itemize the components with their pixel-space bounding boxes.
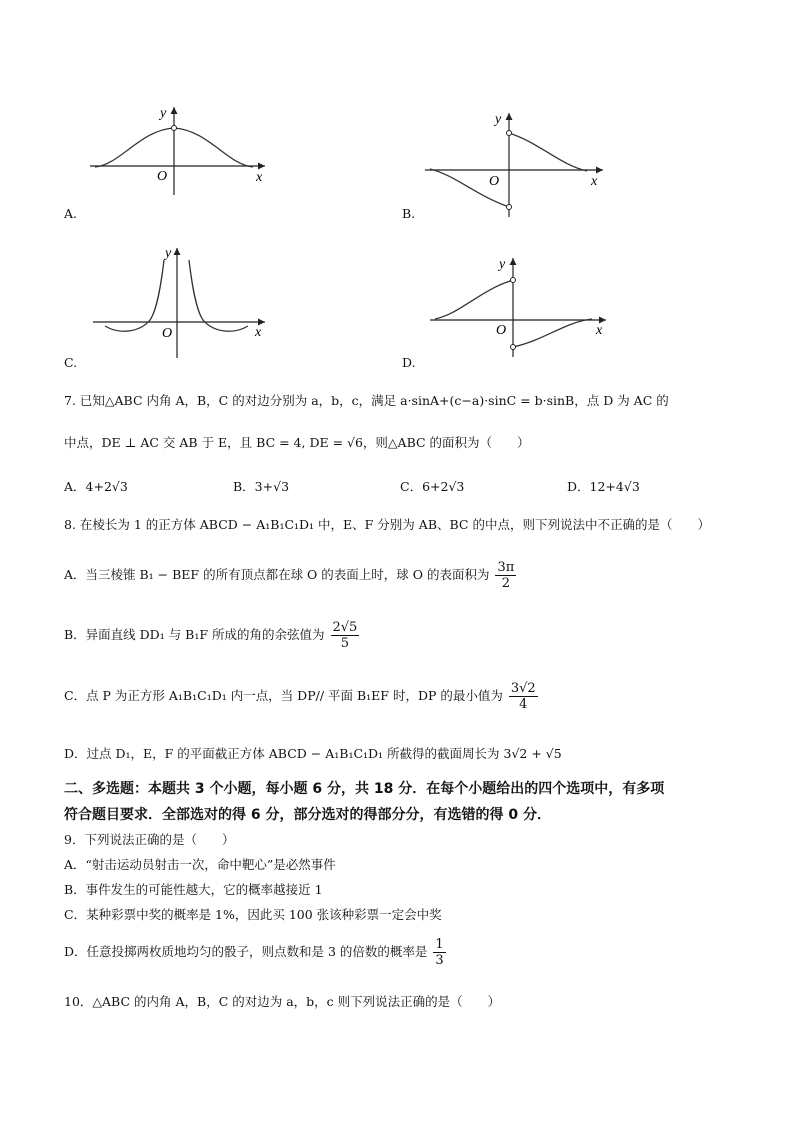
graph-a-origin: O xyxy=(157,169,168,184)
graph-b-curve-right xyxy=(509,133,587,171)
graph-b-y-label: y xyxy=(495,112,502,127)
graph-d-curve-right xyxy=(513,319,592,347)
section2-line2: 符合题目要求．全部选对的得 6 分，部分选对的得部分分，有选错的得 0 分． xyxy=(64,807,551,823)
graph-b-svg xyxy=(415,105,615,220)
q8-option-b-den: 5 xyxy=(340,636,350,651)
q9-option-d-text: D．任意投掷两枚质地均匀的骰子，则点数和是 3 的倍数的概率是 xyxy=(64,944,428,959)
q10-stem: 10．△ABC 的内角 A，B，C 的对边为 a，b，c 则下列说法正确的是（ ） xyxy=(64,994,501,1009)
graph-a-y-label: y xyxy=(160,106,167,121)
graph-c-curve-right xyxy=(189,260,248,331)
graph-b-x-label: x xyxy=(591,174,598,189)
graph-c-origin: O xyxy=(162,326,173,341)
q8-option-c-den: 4 xyxy=(519,697,528,712)
graph-a-open-point xyxy=(172,126,177,131)
graph-a-svg xyxy=(60,95,280,225)
q8-option-b-text: B．异面直线 DD₁ 与 B₁F 所成的角的余弦值为 xyxy=(64,627,325,642)
graph-c-label: C. xyxy=(64,355,78,370)
q8-option-a-text: A．当三棱锥 B₁ − BEF 的所有顶点都在球 O 的表面上时，球 O 的表面积为 xyxy=(64,567,490,582)
graph-d xyxy=(420,252,615,362)
graph-d-svg xyxy=(420,252,615,362)
graph-c-y-label: y xyxy=(165,246,172,261)
graph-d-open-point-top xyxy=(511,278,516,283)
graph-a-x-label: x xyxy=(256,170,263,185)
q8-option-a-fraction xyxy=(495,560,516,591)
graph-d-origin: O xyxy=(496,323,507,338)
q9-option-c: C．某种彩票中奖的概率是 1%，因此买 100 张该种彩票一定会中奖 xyxy=(64,907,442,922)
q8-option-c-num: 3√2 xyxy=(510,681,536,696)
graph-d-curve-left xyxy=(435,280,513,319)
q8-option-a-den: 2 xyxy=(501,576,510,591)
q7-option-d: D．12+4√3 xyxy=(567,479,640,494)
graph-c-svg xyxy=(85,240,275,360)
graph-b-label: B. xyxy=(402,206,416,221)
q8-option-c-fraction xyxy=(509,681,538,712)
graph-a xyxy=(60,95,280,225)
graph-d-open-point-bottom xyxy=(511,345,516,350)
graph-b-open-point-top xyxy=(507,131,512,136)
q7-option-c: C．6+2√3 xyxy=(400,479,465,494)
q9-option-d-num: 1 xyxy=(435,937,444,952)
q7-option-b: B．3+√3 xyxy=(233,479,290,494)
q9-option-b: B．事件发生的可能性越大，它的概率越接近 1 xyxy=(64,882,323,897)
graph-c-x-label: x xyxy=(255,325,262,340)
q7-option-a: A．4+2√3 xyxy=(64,479,128,494)
graph-b-open-point-bottom xyxy=(507,205,512,210)
q8-stem: 8. 在棱长为 1 的正方体 ABCD − A₁B₁C₁D₁ 中，E、F 分别为 AB、BC 的中点，则下列说法中不正确的是（ ） xyxy=(64,517,710,532)
q8-option-a-num: 3π xyxy=(497,560,515,575)
q9-option-a: A．“射击运动员射击一次，命中靶心”是必然事件 xyxy=(64,857,336,872)
q7-line2: 中点，DE ⊥ AC 交 AB 于 E，且 BC = 4, DE = √6，则△ABC 的面积为（ ） xyxy=(64,435,530,450)
graph-d-x-label: x xyxy=(596,323,603,338)
q8-option-b xyxy=(64,620,359,651)
graph-c xyxy=(85,240,275,360)
q8-option-a xyxy=(64,560,516,591)
graph-b-origin: O xyxy=(489,174,500,189)
q9-option-d-fraction xyxy=(433,937,445,968)
graph-c-curve-left xyxy=(105,260,164,331)
q7-line1: 7. 已知△ABC 内角 A，B，C 的对边分别为 a，b，c，满足 a·sinA+(c−a)·sinC = b·sinB，点 D 为 AC 的 xyxy=(64,393,669,408)
q8-option-c xyxy=(64,681,538,712)
q9-option-d-den: 3 xyxy=(435,953,444,968)
graph-b xyxy=(415,105,615,220)
section2-line1: 二、多选题：本题共 3 个小题，每小题 6 分，共 18 分．在每个小题给出的四个选项中，有多项 xyxy=(64,781,665,797)
q8-option-d: D．过点 D₁，E，F 的平面截正方体 ABCD − A₁B₁C₁D₁ 所截得的截面周长为 3√2 + √5 xyxy=(64,746,562,761)
q9-stem: 9．下列说法正确的是（ ） xyxy=(64,832,235,847)
q9-option-d xyxy=(64,937,446,968)
graph-d-label: D. xyxy=(402,355,416,370)
q8-option-b-fraction xyxy=(331,620,360,651)
q8-option-c-text: C．点 P 为正方形 A₁B₁C₁D₁ 内一点，当 DP// 平面 B₁EF 时，DP 的最小值为 xyxy=(64,688,503,703)
q8-option-b-num: 2√5 xyxy=(332,620,358,635)
graph-d-y-label: y xyxy=(499,257,506,272)
graph-a-label: A. xyxy=(64,206,78,221)
